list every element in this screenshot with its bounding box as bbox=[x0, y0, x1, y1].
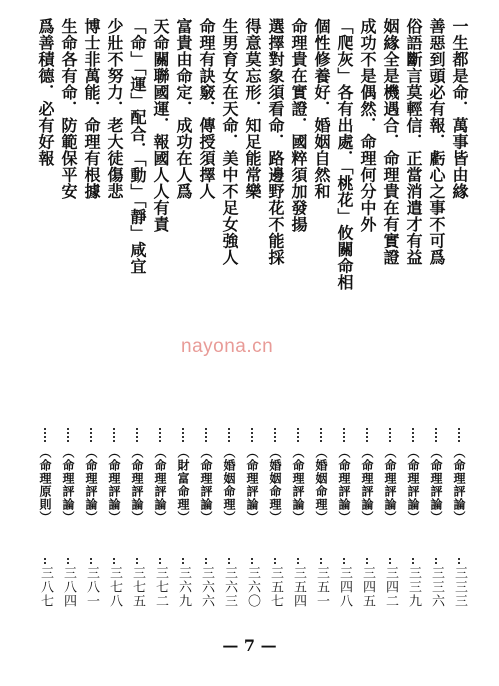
entry-category: （命理評論） bbox=[61, 446, 75, 524]
toc-entry bbox=[333, 18, 355, 624]
entry-page-number: 三六九 bbox=[176, 566, 191, 608]
entry-title: 一生都是命．萬事皆由緣 bbox=[450, 18, 469, 200]
entry-category: （財富命理） bbox=[176, 446, 190, 524]
entry-title: 成功不是偶然．命理何分中外 bbox=[358, 18, 377, 233]
entry-category: （命理評論） bbox=[406, 446, 420, 524]
entry-page-number: 三四八 bbox=[337, 566, 352, 608]
entry-category: （命理原則） bbox=[38, 446, 52, 524]
toc-entry bbox=[379, 18, 401, 624]
toc-entry bbox=[402, 18, 424, 624]
leader-dots bbox=[159, 428, 161, 442]
leader-dots bbox=[251, 558, 253, 564]
entry-category: （命理評論） bbox=[360, 446, 374, 524]
toc-entry bbox=[103, 18, 125, 624]
watermark: nayona.cn bbox=[181, 336, 274, 357]
entry-category: （命理評論） bbox=[107, 446, 121, 524]
leader-dots bbox=[389, 558, 391, 564]
entry-page-number: 三四二 bbox=[383, 566, 398, 608]
entry-category: （命理評論） bbox=[452, 446, 466, 524]
entry-title: 博士非萬能．命理有根據 bbox=[82, 18, 101, 200]
leader-dots bbox=[297, 428, 299, 442]
toc-entry bbox=[80, 18, 102, 624]
leader-dots bbox=[366, 558, 368, 564]
entry-title: 生男育女在天命．美中不足女強人 bbox=[220, 18, 239, 266]
toc-entry bbox=[149, 18, 171, 624]
leader-dots bbox=[274, 428, 276, 442]
leader-dots bbox=[320, 558, 322, 564]
leader-dots bbox=[44, 558, 46, 564]
entry-page-number: 三六三 bbox=[222, 566, 237, 608]
entry-title: 個性修養好．婚姻自然和 bbox=[312, 18, 331, 200]
entry-category: （命理評論） bbox=[337, 446, 351, 524]
leader-dots bbox=[343, 428, 345, 442]
leader-dots bbox=[67, 428, 69, 442]
entry-page-number: 三八四 bbox=[61, 566, 76, 608]
entry-page-number: 三三三 bbox=[452, 566, 467, 608]
entry-page-number: 三七五 bbox=[130, 566, 145, 608]
entry-category: （婚姻命理） bbox=[314, 446, 328, 524]
entry-page-number: 三七二 bbox=[153, 566, 168, 608]
leader-dots bbox=[205, 428, 207, 442]
entry-category: （命理評論） bbox=[84, 446, 98, 524]
entry-page-number: 三八一 bbox=[84, 566, 99, 608]
leader-dots bbox=[182, 558, 184, 564]
entry-page-number: 三四五 bbox=[360, 566, 375, 608]
leader-dots bbox=[228, 428, 230, 442]
toc-entry bbox=[218, 18, 240, 624]
leader-dots bbox=[136, 558, 138, 564]
entry-category: （命理評論） bbox=[153, 446, 167, 524]
entry-title: 少壯不努力．老大徒傷悲 bbox=[105, 18, 124, 200]
leader-dots bbox=[67, 558, 69, 564]
leader-dots bbox=[320, 428, 322, 442]
toc-entry bbox=[57, 18, 79, 624]
leader-dots bbox=[90, 428, 92, 442]
leader-dots bbox=[113, 558, 115, 564]
entry-title: 俗語斷言莫輕信．正當消遣才有益 bbox=[404, 18, 423, 266]
entry-page-number: 三八七 bbox=[38, 566, 53, 608]
leader-dots bbox=[412, 558, 414, 564]
leader-dots bbox=[274, 558, 276, 564]
entry-category: （婚姻命理） bbox=[222, 446, 236, 524]
leader-dots bbox=[435, 558, 437, 564]
toc-entry bbox=[195, 18, 217, 624]
entry-page-number: 三五四 bbox=[291, 566, 306, 608]
toc-entry bbox=[287, 18, 309, 624]
entry-page-number: 三三六 bbox=[429, 566, 444, 608]
leader-dots bbox=[458, 428, 460, 442]
leader-dots bbox=[389, 428, 391, 442]
entry-category: （命理評論） bbox=[245, 446, 259, 524]
toc-entry bbox=[448, 18, 470, 624]
leader-dots bbox=[412, 428, 414, 442]
leader-dots bbox=[44, 428, 46, 442]
leader-dots bbox=[205, 558, 207, 564]
entry-category: （婚姻命理） bbox=[268, 446, 282, 524]
entry-page-number: 三三九 bbox=[406, 566, 421, 608]
leader-dots bbox=[159, 558, 161, 564]
entry-title: 選擇對象須看命．路邊野花不能採 bbox=[266, 18, 285, 266]
entry-category: （命理評論） bbox=[291, 446, 305, 524]
entry-title: 生命各有命．防範保平安 bbox=[59, 18, 78, 200]
leader-dots bbox=[343, 558, 345, 564]
entry-title: 姻緣全是機遇合．命理貴在有實證 bbox=[381, 18, 400, 266]
leader-dots bbox=[297, 558, 299, 564]
leader-dots bbox=[90, 558, 92, 564]
entry-title: 得意莫忘形．知足能常樂 bbox=[243, 18, 262, 200]
leader-dots bbox=[435, 428, 437, 442]
entry-page-number: 三七八 bbox=[107, 566, 122, 608]
toc-entry bbox=[310, 18, 332, 624]
toc-entry bbox=[425, 18, 447, 624]
toc-entry bbox=[34, 18, 56, 624]
leader-dots bbox=[136, 428, 138, 442]
toc-entry bbox=[241, 18, 263, 624]
entry-category: （命理評論） bbox=[130, 446, 144, 524]
leader-dots bbox=[251, 428, 253, 442]
entry-category: （命理評論） bbox=[383, 446, 397, 524]
entry-page-number: 三五七 bbox=[268, 566, 283, 608]
leader-dots bbox=[182, 428, 184, 442]
entry-title: 天命關聯國運．報國人人有責 bbox=[151, 18, 170, 233]
entry-page-number: 三六〇 bbox=[245, 566, 260, 608]
entry-title: 命理有訣竅．傳授須擇人 bbox=[197, 18, 216, 200]
entry-title: 富貴由命定．成功在人爲 bbox=[174, 18, 193, 200]
toc-entry bbox=[126, 18, 148, 624]
leader-dots bbox=[366, 428, 368, 442]
toc-entry bbox=[172, 18, 194, 624]
entry-title: 爲善積德．必有好報 bbox=[36, 18, 55, 167]
entry-title: 命理貴在實證．國粹須加發揚 bbox=[289, 18, 308, 233]
entry-category: （命理評論） bbox=[429, 446, 443, 524]
entry-page-number: 三六六 bbox=[199, 566, 214, 608]
entry-title: 「爬灰」各有出處．「桃花」攸關命相 bbox=[335, 18, 354, 291]
page-number: — 7 — bbox=[222, 636, 277, 655]
leader-dots bbox=[113, 428, 115, 442]
leader-dots bbox=[228, 558, 230, 564]
entry-title: 善惡到頭必有報．虧心之事不可爲 bbox=[427, 18, 446, 266]
toc-entry bbox=[356, 18, 378, 624]
entry-page-number: 三五一 bbox=[314, 566, 329, 608]
leader-dots bbox=[458, 558, 460, 564]
entry-title: 「命」「運」配合．「動」「靜」咸宜 bbox=[128, 18, 147, 275]
entry-category: （命理評論） bbox=[199, 446, 213, 524]
toc-entry bbox=[264, 18, 286, 624]
